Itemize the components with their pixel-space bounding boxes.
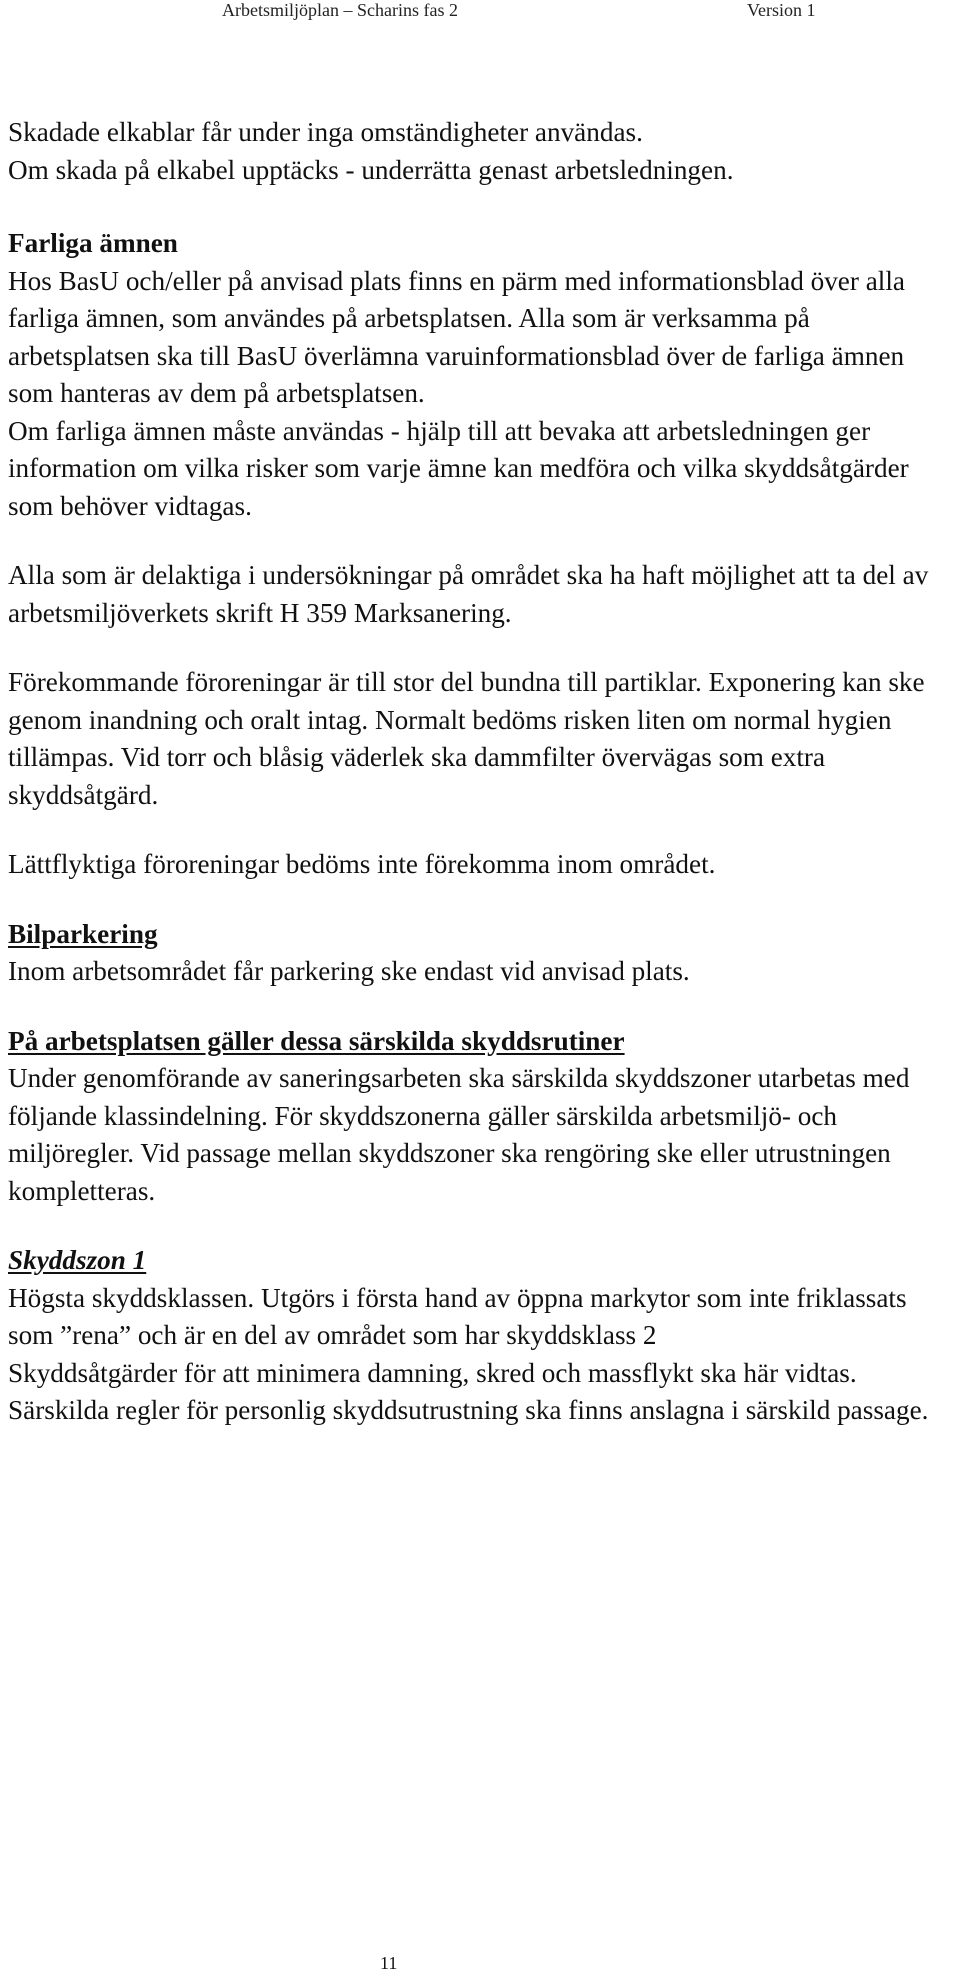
paragraph-bilparkering: Inom arbetsområdet får parkering ske endast vid anvisad plats. — [8, 956, 690, 986]
paragraph-zon1-1: Högsta skyddsklassen. Utgörs i första hand av öppna markytor som inte friklassats som ”rena” och är en del av området som har skyddsklass 2 — [8, 1282, 907, 1350]
header-version: Version 1 — [747, 0, 816, 20]
header-title: Arbetsmiljöplan – Scharins fas 2 — [222, 0, 458, 20]
paragraph-elkablar-1: Skadade elkablar får under inga omständigheter användas. — [8, 117, 643, 147]
heading-farliga-amnen: Farliga ämnen — [8, 228, 178, 258]
paragraph-lattflyktiga: Lättflyktiga föroreningar bedöms inte förekomma inom området. — [8, 849, 716, 879]
document-body — [8, 114, 952, 1430]
paragraph-elkablar-2: Om skada på elkabel upptäcks - underrätta genast arbetsledningen. — [8, 154, 734, 185]
page-number: 11 — [380, 1953, 398, 1973]
paragraph-undersokningar: Alla som är delaktiga i undersökningar på området ska ha haft möjlighet att ta del av arbetsmiljöverkets skrift H 359 Marksanering. — [8, 560, 929, 628]
paragraph-zon1-2: Skyddsåtgärder för att minimera damning, skred och massflykt ska här vidtas. — [8, 1357, 857, 1388]
heading-skyddsrutiner: På arbetsplatsen gäller dessa särskilda skyddsrutiner — [8, 1025, 625, 1056]
paragraph-zon1-3: Särskilda regler för personlig skyddsutrustning ska finns anslagna i särskild passage. — [8, 1395, 929, 1425]
heading-skyddszon-1: Skyddszon 1 — [8, 1245, 147, 1275]
paragraph-fororeningar: Förekommande föroreningar är till stor del bundna till partiklar. Exponering kan ske genom inandning och oralt intag. Normalt bedöms risken liten om normal hygien tillämpas. Vid torr och blåsig väderlek ska dammfilter övervägas som extra skyddsåtgärd. — [8, 667, 925, 810]
page-header — [0, 0, 960, 20]
paragraph-farliga-1: Hos BasU och/eller på anvisad plats finns en pärm med informationsblad över alla farliga ämnen, som användes på arbetsplatsen. Alla som är verksamma på arbetsplatsen ska till BasU överlämna varuinformationsblad över de farliga ämnen som hanteras av dem på arbetsplatsen. — [8, 265, 905, 408]
heading-bilparkering: Bilparkering — [8, 918, 158, 949]
paragraph-farliga-2: Om farliga ämnen måste användas - hjälp till att bevaka att arbetsledningen ger information om vilka risker som varje ämne kan medföra och vilka skyddsåtgärder som behöver vidtagas. — [8, 415, 909, 521]
paragraph-skyddsrutiner: Under genomförande av saneringsarbeten ska särskilda skyddszoner utarbetas med följande klassindelning. För skyddszonerna gäller särskilda arbetsmiljö- och miljöregler. Vid passage mellan skyddszoner ska rengöring ske eller utrustningen kompletteras. — [8, 1063, 910, 1206]
